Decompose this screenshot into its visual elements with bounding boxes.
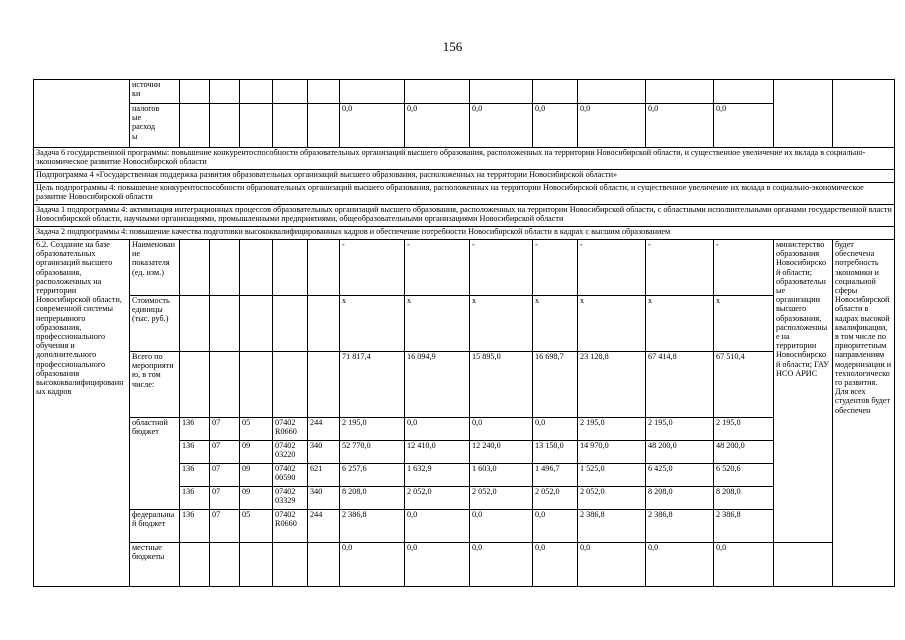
csr-code: 07402 R0660 xyxy=(273,418,308,441)
csr-code: 07402 03329 xyxy=(273,487,308,510)
local-value: 0,0 xyxy=(578,543,646,587)
federal-budget-label: федеральный бюджет xyxy=(130,510,180,543)
federal-value: 2 386,8 xyxy=(646,510,714,543)
unit-cost-value: х xyxy=(340,296,405,352)
unit-cost-label: Стоимость единицы (тыс. руб.) xyxy=(130,296,180,352)
grbs-code: 136 xyxy=(180,418,210,441)
empty-executor-cell xyxy=(774,543,833,587)
regional-value: 8 208,0 xyxy=(714,487,774,510)
local-value: 0,0 xyxy=(646,543,714,587)
regional-value: 2 195,0 xyxy=(578,418,646,441)
regional-value: 2 052,0 xyxy=(533,487,578,510)
unit-cost-value: х xyxy=(714,296,774,352)
rz-code: 07 xyxy=(210,418,240,441)
rz-code: 07 xyxy=(210,441,240,464)
csr-code: 07402 R0660 xyxy=(273,510,308,543)
local-value: 0,0 xyxy=(470,543,533,587)
page-number: 156 xyxy=(442,39,463,54)
tax-value: 0,0 xyxy=(714,104,774,148)
subprogram-goal-row: Цель подпрограммы 4: повышение конкурентоспособности образовательных организаций высшего образования, расположенных на территории Новосибирской области, и существенное увеличение их вклада в социально-экономическое развитие Новосибирской области xyxy=(34,183,895,205)
unit-cost-value: х xyxy=(405,296,470,352)
federal-row xyxy=(34,510,895,543)
total-value: 23 128,8 xyxy=(578,352,646,418)
regional-value: 0,0 xyxy=(533,418,578,441)
local-row xyxy=(34,543,895,587)
regional-value: 8 208,0 xyxy=(340,487,405,510)
regional-value: 1 525,0 xyxy=(578,464,646,487)
regional-value: 52 770,0 xyxy=(340,441,405,464)
empty-result-cell xyxy=(833,80,895,148)
indicator-row xyxy=(34,240,895,296)
total-value: 67 510,4 xyxy=(714,352,774,418)
local-value: 0,0 xyxy=(405,543,470,587)
total-value: 15 895,0 xyxy=(470,352,533,418)
pr-code: 05 xyxy=(240,510,273,543)
local-value: 0,0 xyxy=(340,543,405,587)
regional-value: 1 632,9 xyxy=(405,464,470,487)
task-6-row: Задача 6 государственной программы: повышение конкурентоспособности образовательных организаций высшего образования, расположенных на территории Новосибирской области, и существенное увеличение их вклада в социально-экономическое развитие Новосибирской области xyxy=(34,148,895,170)
vr-code: 244 xyxy=(308,510,340,543)
csr-code: 07402 03220 xyxy=(273,441,308,464)
subprogram-task-1-row: Задача 1 подпрограммы 4: активизация интеграционных процессов образовательных организаций высшего образования, расположенных на территории Новосибирской области, с областными исполнительными органами государственной власти Новосибирской области, научными организациями, промышленными предприятиями, общеобразовательными организациями Новосибирской области xyxy=(34,205,895,227)
tax-value: 0,0 xyxy=(405,104,470,148)
total-label: Всего по мероприятию, в том числе: xyxy=(130,352,180,418)
measure-executor: министерство образования Новосибирской области; образовательные организации высшего образования, расположенные на территории Новосибирской области; ГАУ НСО АРИС xyxy=(774,240,833,543)
regional-value: 14 970,0 xyxy=(578,441,646,464)
unit-cost-value: х xyxy=(533,296,578,352)
grbs-code: 136 xyxy=(180,487,210,510)
indicator-value: - xyxy=(470,240,533,296)
local-value: 0,0 xyxy=(533,543,578,587)
indicator-value: - xyxy=(646,240,714,296)
regional-value: 1 496,7 xyxy=(533,464,578,487)
federal-value: 2 386,8 xyxy=(578,510,646,543)
indicator-value: - xyxy=(533,240,578,296)
tax-value: 0,0 xyxy=(646,104,714,148)
unit-cost-row xyxy=(34,296,895,352)
grbs-code: 136 xyxy=(180,464,210,487)
tax-value: 0,0 xyxy=(578,104,646,148)
vr-code: 621 xyxy=(308,464,340,487)
csr-code: 07402 00590 xyxy=(273,464,308,487)
grbs-code: 136 xyxy=(180,441,210,464)
vr-code: 340 xyxy=(308,487,340,510)
unit-cost-value: х xyxy=(470,296,533,352)
total-value: 16 698,7 xyxy=(533,352,578,418)
indicator-value: - xyxy=(405,240,470,296)
vr-code: 340 xyxy=(308,441,340,464)
pr-code: 09 xyxy=(240,464,273,487)
local-budget-label: местные бюджеты xyxy=(130,543,180,587)
regional-value: 0,0 xyxy=(405,418,470,441)
total-row xyxy=(34,352,895,418)
federal-value: 2 386,8 xyxy=(340,510,405,543)
regional-value: 2 052,0 xyxy=(405,487,470,510)
federal-value: 0,0 xyxy=(533,510,578,543)
regional-value: 48 200,0 xyxy=(714,441,774,464)
measure-name: 6.2. Создание на базе образовательных организаций высшего образования, расположенных на территории Новосибирской области, современной системы непрерывного образования, профессионального обучения и дополнительного профессионального образования высококвалифицированных кадров xyxy=(34,240,130,587)
regional-value: 13 150,0 xyxy=(533,441,578,464)
pr-code: 05 xyxy=(240,418,273,441)
total-value: 67 414,8 xyxy=(646,352,714,418)
program-table xyxy=(33,79,895,587)
regional-value: 2 052,0 xyxy=(470,487,533,510)
regional-value: 8 208,0 xyxy=(646,487,714,510)
regional-value: 6 257,6 xyxy=(340,464,405,487)
vr-code: 244 xyxy=(308,418,340,441)
unit-cost-value: х xyxy=(578,296,646,352)
tax-value: 0,0 xyxy=(340,104,405,148)
indicator-value: - xyxy=(578,240,646,296)
pr-code: 09 xyxy=(240,441,273,464)
regional-value: 1 603,0 xyxy=(470,464,533,487)
federal-value: 2 386,8 xyxy=(714,510,774,543)
indicator-value: - xyxy=(340,240,405,296)
regional-value: 2 195,0 xyxy=(340,418,405,441)
federal-value: 0,0 xyxy=(405,510,470,543)
regional-value: 2 052,0 xyxy=(578,487,646,510)
tax-value: 0,0 xyxy=(470,104,533,148)
regional-value: 6 520,6 xyxy=(714,464,774,487)
tax-expenses-row xyxy=(34,104,895,148)
rz-code: 07 xyxy=(210,510,240,543)
regional-row xyxy=(34,418,895,441)
regional-value: 2 195,0 xyxy=(646,418,714,441)
subprogram-task-2-row: Задача 2 подпрограммы 4: повышение качества подготовки высококвалифицированных кадров и обеспечение потребности Новосибирской области в кадрах с высшим образованием xyxy=(34,227,895,240)
regional-value: 6 425,0 xyxy=(646,464,714,487)
grbs-code: 136 xyxy=(180,510,210,543)
regional-value: 12 410,0 xyxy=(405,441,470,464)
regional-value: 48 200,0 xyxy=(646,441,714,464)
rz-code: 07 xyxy=(210,464,240,487)
regional-value: 12 240,0 xyxy=(470,441,533,464)
federal-value: 0,0 xyxy=(470,510,533,543)
empty-measure-cell xyxy=(34,80,130,148)
empty-executor-cell xyxy=(774,80,833,148)
total-value: 71 817,4 xyxy=(340,352,405,418)
local-value: 0,0 xyxy=(714,543,774,587)
pr-code: 09 xyxy=(240,487,273,510)
regional-value: 2 195,0 xyxy=(714,418,774,441)
indicator-value: - xyxy=(714,240,774,296)
regional-value: 0,0 xyxy=(470,418,533,441)
measure-result: будет обеспечена потребность экономики и социальной сферы Новосибирской области в кадрах высокой квалификации, в том числе по приоритетным направлениям модернизации и технологического развития. Для всех студентов будет обеспечен xyxy=(833,240,895,587)
sources-row xyxy=(34,80,895,104)
unit-cost-value: х xyxy=(646,296,714,352)
subprogram-4-row: Подпрограмма 4 «Государственная поддержка развития образовательных организаций высшего образования, расположенных на территории Новосибирской области» xyxy=(34,170,895,183)
regional-budget-label: областной бюджет xyxy=(130,418,180,510)
total-value: 16 094,9 xyxy=(405,352,470,418)
sources-label: источни ки xyxy=(130,80,180,104)
rz-code: 07 xyxy=(210,487,240,510)
tax-value: 0,0 xyxy=(533,104,578,148)
indicator-label: Наименование показателя (ед. изм.) xyxy=(130,240,180,296)
tax-expenses-label: налогов ые расход ы xyxy=(130,104,180,148)
